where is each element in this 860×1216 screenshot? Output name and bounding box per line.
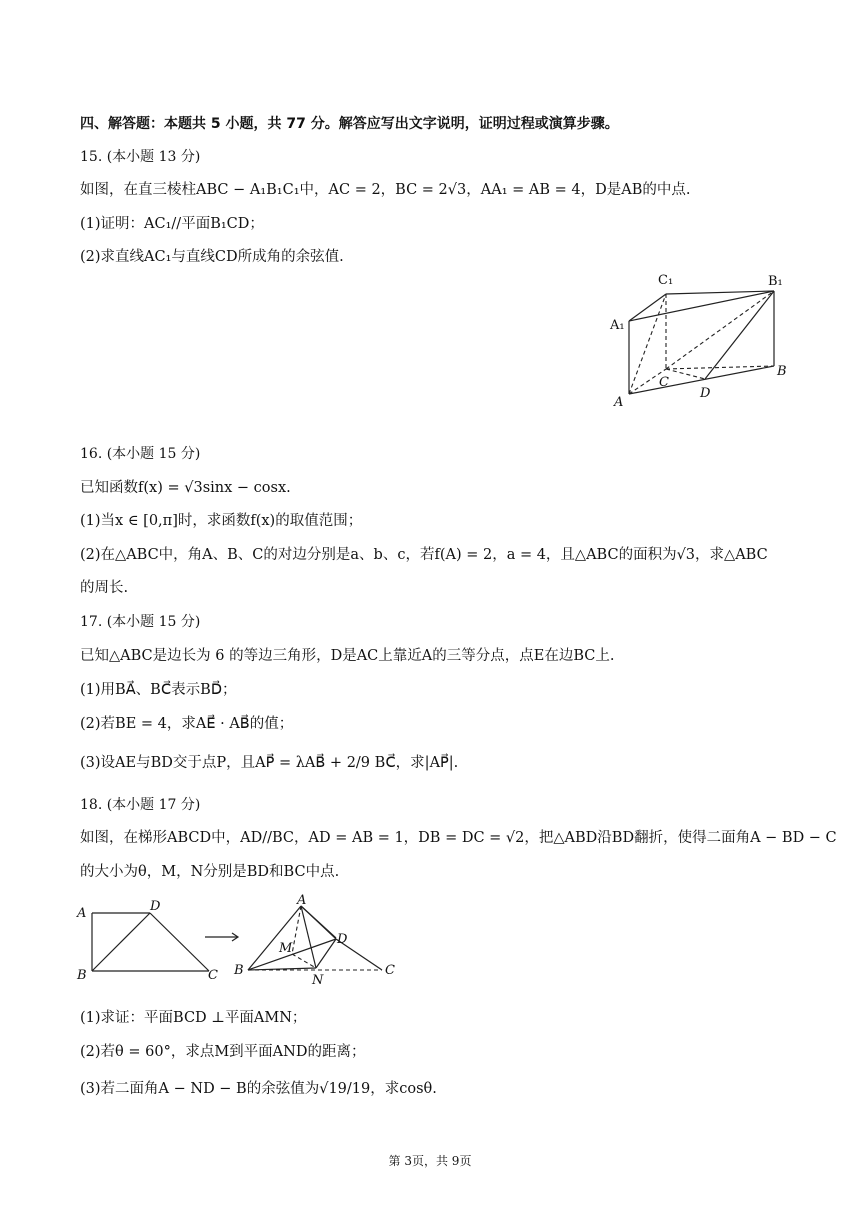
problem-18-header: 18. (本小题 17 分) [80,797,201,813]
left-label-a: A [77,906,87,921]
problem-15-part-2: (2)求直线AC₁与直线CD所成角的余弦值. [80,249,344,265]
problem-17-part-1: (1)用BA⃗、BC⃗表示BD⃗； [80,682,237,698]
left-label-b: B [77,968,87,983]
problem-18-part-1: (1)求证：平面BCD ⊥平面AMN； [80,1010,307,1026]
problem-15-statement: 如图，在直三棱柱ABC − A₁B₁C₁中，AC = 2，BC = 2√3，AA₁ = AB = 4，D是AB的中点. [80,182,691,198]
prism-figure [600,266,800,414]
problem-17-part-3: (3)设AE与BD交于点P，且AP⃗ = λAB⃗ + 2/9 BC⃗，求|AP⃗|. [80,755,459,771]
page-footer: 第 3页，共 9页 [388,1154,472,1168]
problem-16-part-2: (2)在△ABC中，角A、B、C的对边分别是a、b、c，若f(A) = 2，a = 4，且△ABC的面积为√3，求△ABC [80,547,768,563]
left-label-c: C [208,968,218,983]
label-c: C [659,375,669,390]
trapezoid-fold-figure [72,893,402,993]
label-d: D [700,386,711,401]
right-label-c: C [385,963,395,978]
problem-15-header: 15. (本小题 13 分) [80,149,201,165]
label-a1: A₁ [610,318,625,333]
left-label-d: D [150,899,161,914]
problem-16-part-2-cont: 的周长. [80,580,129,596]
problem-15-part-1: (1)证明：AC₁//平面B₁CD； [80,216,264,232]
problem-18-statement: 如图，在梯形ABCD中，AD//BC，AD = AB = 1，DB = DC = √2，把△ABD沿BD翻折，使得二面角A − BD − C [80,830,837,846]
problem-18-part-3: (3)若二面角A − ND − B的余弦值为√19/19，求cosθ. [80,1081,437,1097]
section-title: 四、解答题：本题共 5 小题，共 77 分。解答应写出文字说明，证明过程或演算步骤。 [80,116,619,132]
problem-16-part-1: (1)当x ∈ [0,π]时，求函数f(x)的取值范围； [80,513,363,529]
right-label-m: M [279,941,293,956]
problem-17-statement: 已知△ABC是边长为 6 的等边三角形，D是AC上靠近A的三等分点，点E在边BC上. [80,648,615,664]
label-b: B [777,364,787,379]
problem-18-statement-cont: 的大小为θ，M，N分别是BD和BC中点. [80,864,340,880]
right-label-b: B [234,963,244,978]
problem-18-part-2: (2)若θ = 60°，求点M到平面AND的距离； [80,1044,366,1060]
right-label-d: D [337,932,348,947]
label-c1: C₁ [658,273,674,288]
label-a: A [614,395,624,410]
problem-16-header: 16. (本小题 15 分) [80,446,201,462]
problem-17-header: 17. (本小题 15 分) [80,614,201,630]
label-b1: B₁ [768,274,783,289]
right-label-a: A [297,893,307,908]
problem-16-statement: 已知函数f(x) = √3sinx − cosx. [80,480,291,496]
problem-17-part-2: (2)若BE = 4，求AE⃗ · AB⃗的值； [80,716,294,732]
right-label-n: N [312,973,324,988]
